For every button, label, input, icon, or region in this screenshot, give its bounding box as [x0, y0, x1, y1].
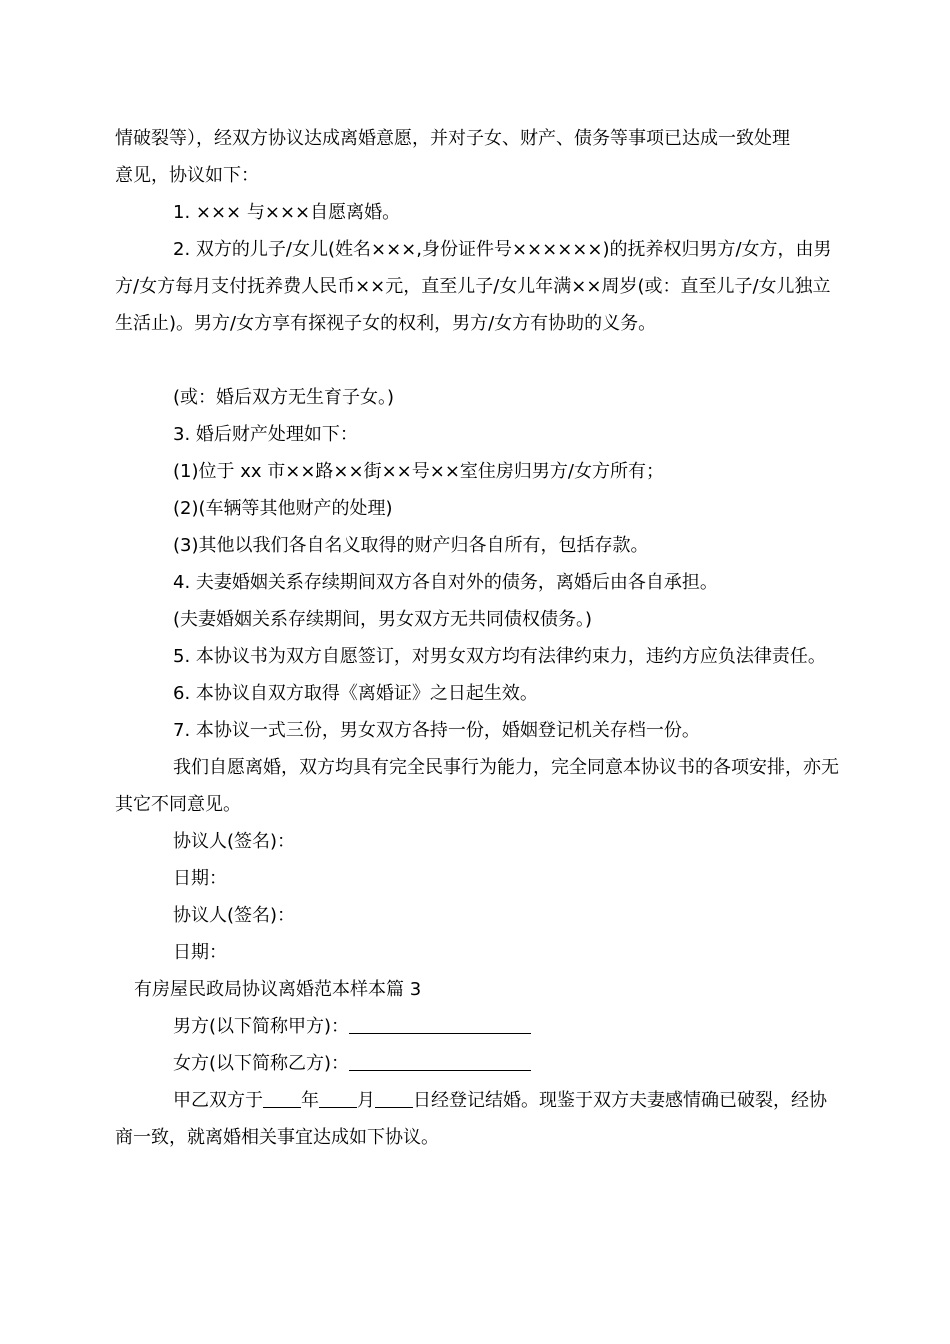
clause-3-3: (3)其他以我们各自名义取得的财产归各自所有，包括存款。: [173, 535, 649, 556]
male-party-label: 男方(以下简称甲方)：: [173, 1016, 350, 1037]
year-label: 年: [301, 1090, 319, 1111]
blank-line: [115, 342, 840, 379]
clause-3-1: (1)位于 xx 市××路××街××号××室住房归男方/女方所有；: [173, 461, 664, 482]
day-blank: [375, 1087, 413, 1108]
male-party-blank: [349, 1013, 531, 1034]
statement-paragraph: 我们自愿离婚，双方均具有完全民事行为能力，完全同意本协议书的各项安排，亦无其它不同意见。: [115, 757, 839, 815]
clause-3: 3. 婚后财产处理如下：: [173, 424, 358, 445]
date-line-1: 日期：: [173, 868, 227, 889]
clause-7: 7. 本协议一式三份，男女双方各持一份，婚姻登记机关存档一份。: [173, 720, 700, 741]
clause-4-note: (夫妻婚姻关系存续期间，男女双方无共同债权债务。): [173, 609, 593, 630]
month-label: 月: [357, 1090, 375, 1111]
male-party-line: [115, 1008, 840, 1045]
paragraph-continuation: 情破裂等），经双方协议达成离婚意愿，并对子女、财产、债务等事项已达成一致处理: [115, 128, 790, 149]
clause-4: 4. 夫妻婚姻关系存续期间双方各自对外的债务，离婚后由各自承担。: [173, 572, 718, 593]
clause-2-note: (或：婚后双方无生育子女。): [173, 387, 395, 408]
female-party-label: 女方(以下简称乙方)：: [173, 1053, 350, 1074]
section-heading: 有房屋民政局协议离婚范本样本篇 3: [134, 979, 422, 1000]
year-blank: [263, 1087, 301, 1108]
marriage-text-start: 甲乙双方于: [173, 1090, 263, 1111]
clause-3-2: (2)(车辆等其他财产的处理): [173, 498, 393, 519]
marriage-paragraph: [115, 1082, 840, 1156]
signature-line-2: 协议人(签名)：: [173, 905, 296, 926]
paragraph-continuation-end: 意见，协议如下：: [115, 165, 259, 186]
marriage-text-end: 日经登记结婚。现鉴于双方夫妻感情确已破裂，经协商一致，就离婚相关事宜达成如下协议。: [115, 1090, 827, 1148]
signature-line-1: 协议人(签名)：: [173, 831, 296, 852]
female-party-blank: [349, 1050, 531, 1071]
month-blank: [319, 1087, 357, 1108]
clause-1: 1. ××× 与×××自愿离婚。: [173, 202, 401, 223]
clause-5: 5. 本协议书为双方自愿签订，对男女双方均有法律约束力，违约方应负法律责任。: [173, 646, 826, 667]
clause-6: 6. 本协议自双方取得《离婚证》之日起生效。: [173, 683, 538, 704]
clause-2: 2. 双方的儿子/女儿(姓名×××,身份证件号××××××)的抚养权归男方/女方，由男方/女方每月支付抚养费人民币××元，直至儿子/女儿年满××周岁(或：直至儿子/女儿独立生活止)。男方/女方享有探视子女的权利，男方/女方有协助的义务。: [115, 239, 832, 334]
female-party-line: [115, 1045, 840, 1082]
document-body: [115, 120, 840, 1156]
date-line-2: 日期：: [173, 942, 227, 963]
